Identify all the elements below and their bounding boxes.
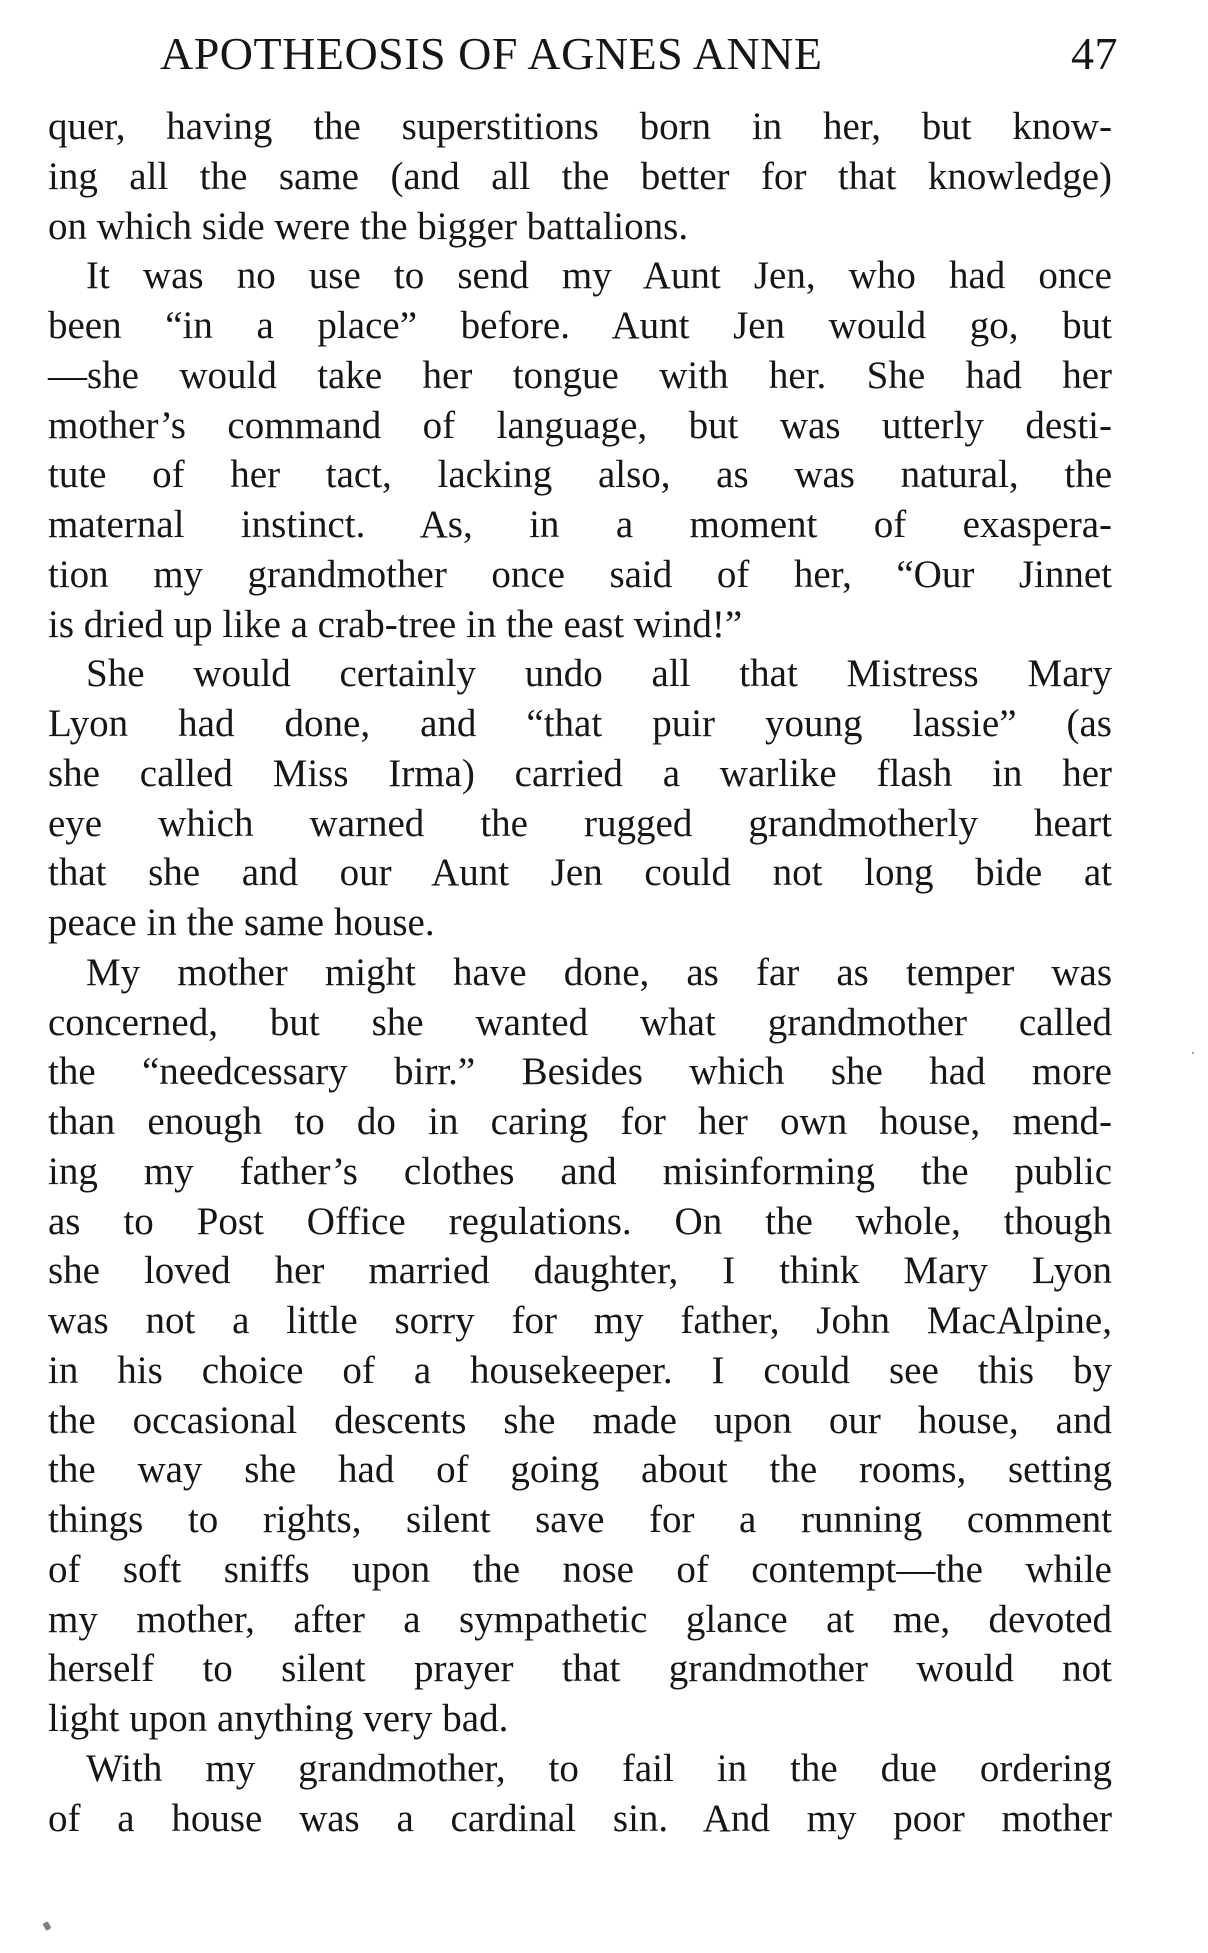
text-line: the way she had of going about the rooms, setting (48, 1448, 1112, 1492)
text-line: eye which warned the rugged grandmotherly heart (48, 801, 1112, 845)
text-line: my mother, after a sympathetic glance at me, devoted (48, 1597, 1112, 1641)
page-number: 47 (1071, 28, 1118, 79)
text-line: tute of her tact, lacking also, as was natural, the (48, 453, 1112, 497)
text-line: tion my grandmother once said of her, “Our Jinnet (48, 552, 1112, 596)
text-line: peace in the same house. (48, 901, 435, 944)
text-line: in his choice of a housekeeper. I could see this by (48, 1348, 1112, 1392)
text-line: was not a little sorry for my father, John MacAlpine, (48, 1299, 1112, 1342)
text-line: been “in a place” before. Aunt Jen would go, but (48, 304, 1112, 347)
text-line: of a house was a cardinal sin. And my poor mother (48, 1796, 1112, 1840)
text-line: concerned, but she wanted what grandmother called (48, 1000, 1112, 1044)
text-line: herself to silent prayer that grandmother would not (48, 1647, 1112, 1691)
text-line: is dried up like a crab-tree in the east wind!” (48, 602, 743, 646)
text-line: light upon anything very bad. (48, 1697, 509, 1740)
text-line: ing all the same (and all the better for that knowledge) (48, 154, 1112, 198)
margin-dot (1192, 1052, 1194, 1054)
text-line: on which side were the bigger battalions. (48, 204, 689, 248)
text-line: She would certainly undo all that Mistress Mary (86, 652, 1112, 696)
text-line: My mother might have done, as far as temper was (86, 950, 1112, 994)
margin-speck (42, 1921, 51, 1931)
text-line: It was no use to send my Aunt Jen, who had once (86, 254, 1112, 298)
text-line: —she would take her tongue with her. She had her (48, 353, 1112, 397)
text-line: things to rights, silent save for a running comment (48, 1498, 1112, 1541)
running-title: APOTHEOSIS OF AGNES ANNE (160, 28, 823, 79)
text-line: quer, having the superstitions born in her, but know- (48, 105, 1112, 148)
text-line: maternal instinct. As, in a moment of exaspera- (48, 503, 1112, 546)
text-line: she loved her married daughter, I think Mary Lyon (48, 1249, 1112, 1293)
text-line: mother’s command of language, but was utterly desti- (48, 403, 1112, 447)
text-line: ing my father’s clothes and misinforming the public (48, 1149, 1112, 1193)
text-line: the “needcessary birr.” Besides which she had more (48, 1050, 1112, 1094)
text-line: than enough to do in caring for her own house, mend- (48, 1100, 1112, 1143)
running-head (160, 24, 1120, 84)
body-text (48, 102, 1112, 1843)
text-line: that she and our Aunt Jen could not long bide at (48, 851, 1112, 895)
text-line: as to Post Office regulations. On the whole, though (48, 1199, 1112, 1243)
text-line: Lyon had done, and “that puir young lassie” (as (48, 702, 1112, 745)
text-line: of soft sniffs upon the nose of contempt—the while (48, 1547, 1112, 1591)
text-line: she called Miss Irma) carried a warlike flash in her (48, 751, 1112, 795)
text-line: the occasional descents she made upon our house, and (48, 1398, 1112, 1442)
text-line: With my grandmother, to fail in the due ordering (86, 1746, 1112, 1790)
